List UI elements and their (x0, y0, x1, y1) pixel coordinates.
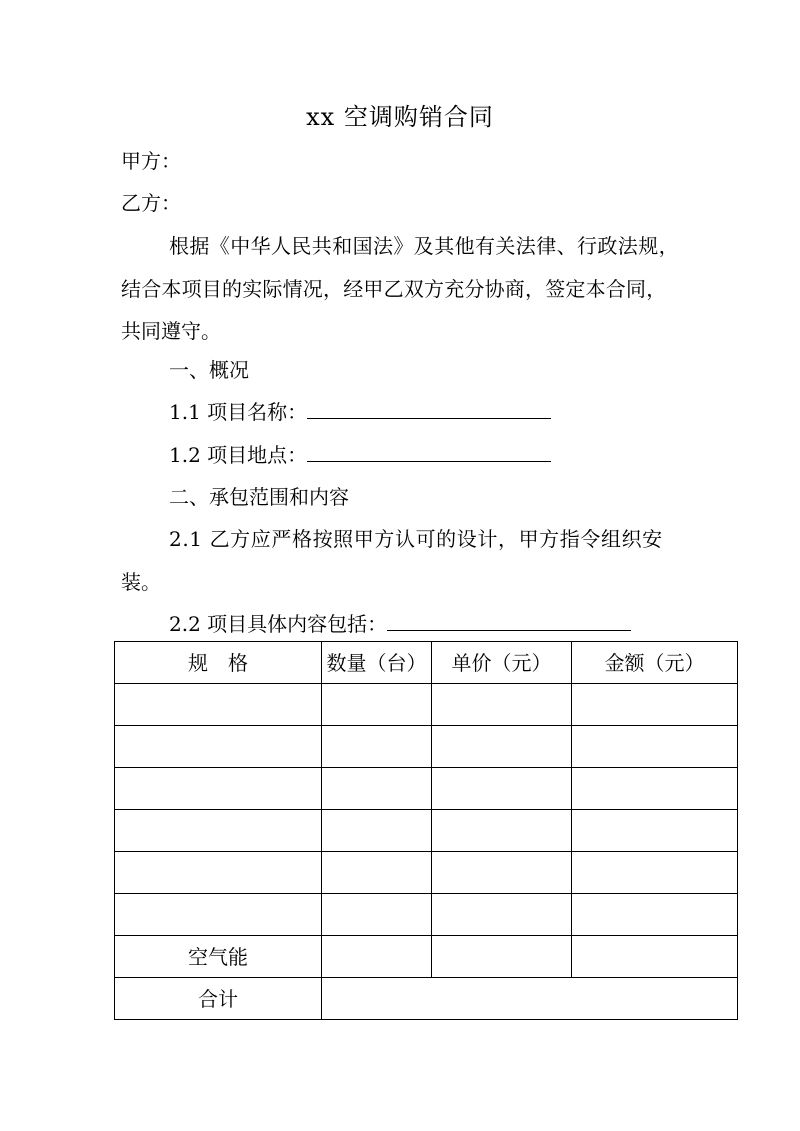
project-location-row (169, 442, 551, 468)
table-row (115, 810, 738, 852)
air-energy-row (115, 936, 738, 978)
air-energy-label: 空气能 (115, 936, 322, 978)
table-row (115, 684, 738, 726)
scope-line-1: 2.1 乙方应严格按照甲方认可的设计，甲方指令组织安 (169, 527, 663, 551)
project-location-blank (307, 443, 551, 462)
spec-table (114, 641, 738, 1020)
table-row (115, 894, 738, 936)
header-amount: 金额（元） (572, 642, 738, 684)
scope-line-2: 装。 (121, 570, 161, 594)
section1-heading: 一、概况 (169, 358, 249, 382)
intro-line-1: 根据《中华人民共和国法》及其他有关法律、行政法规， (169, 234, 679, 258)
party-a-label: 甲方： (121, 149, 181, 173)
project-name-blank (307, 400, 551, 419)
header-quantity: 数量（台） (322, 642, 432, 684)
total-value (322, 978, 738, 1020)
intro-line-2: 结合本项目的实际情况，经甲乙双方充分协商，签定本合同， (121, 277, 667, 301)
header-spec: 规 格 (115, 642, 322, 684)
section2-heading: 二、承包范围和内容 (169, 485, 349, 509)
total-row (115, 978, 738, 1020)
party-b-label: 乙方： (121, 191, 181, 215)
header-unit-price: 单价（元） (432, 642, 572, 684)
contract-title: xx 空调购销合同 (306, 103, 494, 131)
content-label: 2.2 项目具体内容包括： (169, 612, 388, 636)
content-row (169, 611, 631, 637)
table-row (115, 852, 738, 894)
total-label: 合计 (115, 978, 322, 1020)
table-row (115, 768, 738, 810)
project-location-label: 1.2 项目地点： (169, 443, 308, 467)
content-blank (387, 612, 631, 631)
project-name-label: 1.1 项目名称： (169, 400, 308, 424)
table-row (115, 726, 738, 768)
table-header-row (115, 642, 738, 684)
intro-line-3: 共同遵守。 (121, 319, 221, 343)
project-name-row (169, 399, 551, 425)
